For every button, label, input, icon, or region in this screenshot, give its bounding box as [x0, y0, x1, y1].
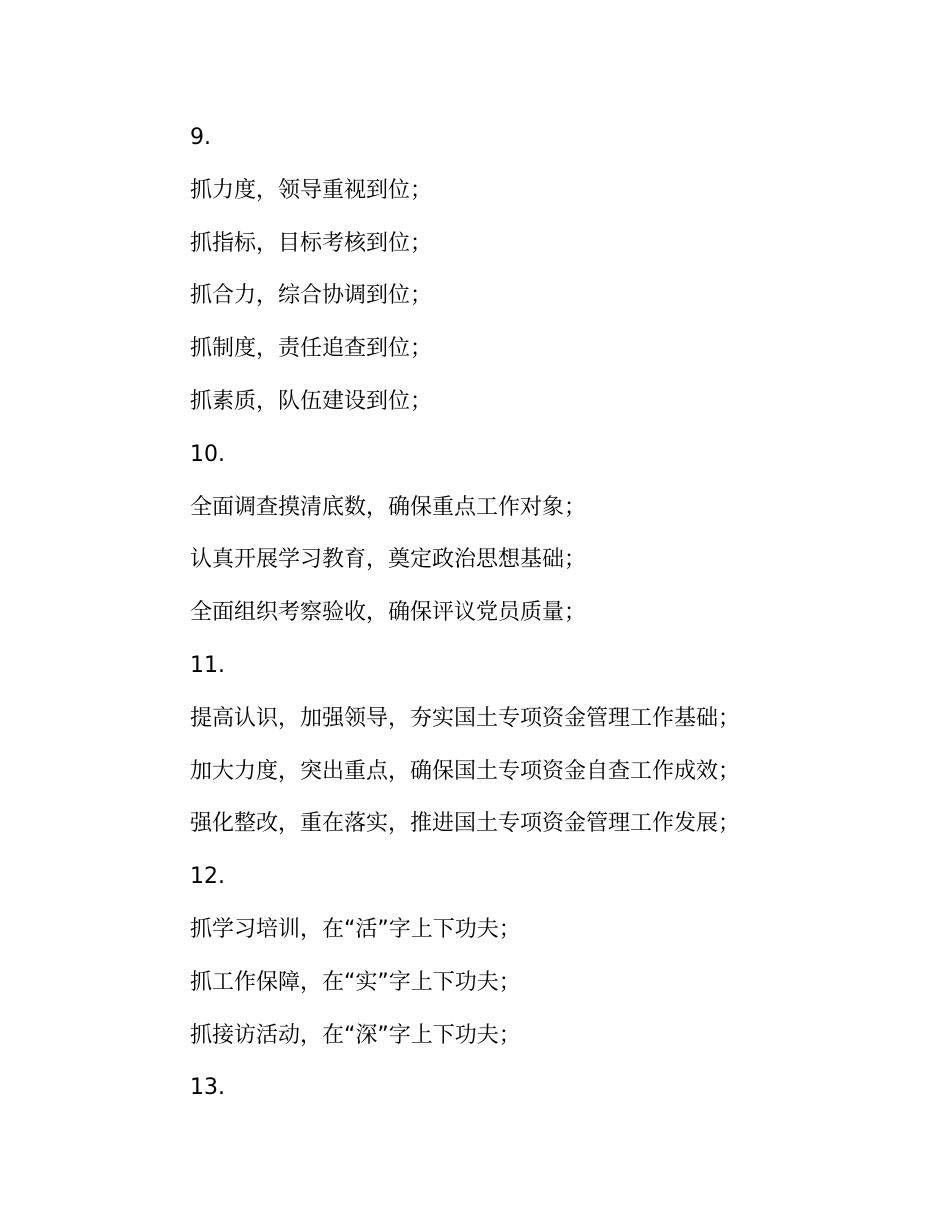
- section-number-13: 13.: [190, 1075, 225, 1101]
- list-item: 抓合力，综合协调到位；: [190, 283, 433, 309]
- list-item: 全面组织考察验收，确保评议党员质量；: [190, 600, 587, 626]
- list-item: 认真开展学习教育，奠定政治思想基础；: [190, 547, 587, 573]
- list-item: 提高认识，加强领导，夯实国土专项资金管理工作基础；: [190, 705, 741, 731]
- section-number-9: 9.: [190, 125, 211, 150]
- list-item: 加大力度，突出重点，确保国土专项资金自查工作成效；: [190, 758, 741, 784]
- list-item: 抓接访活动，在“深”字上下功夫；: [190, 1022, 521, 1048]
- document-body: [190, 112, 890, 1115]
- list-item: 全面调查摸清底数，确保重点工作对象；: [190, 494, 587, 520]
- section-number-12: 12.: [190, 864, 225, 890]
- section-number-10: 10.: [190, 441, 225, 467]
- list-item: 抓工作保障，在“实”字上下功夫；: [190, 969, 521, 995]
- list-item: 抓学习培训，在“活”字上下功夫；: [190, 916, 521, 942]
- list-item: 抓力度，领导重视到位；: [190, 177, 433, 203]
- list-item: 抓制度，责任追查到位；: [190, 336, 433, 362]
- list-item: 抓指标，目标考核到位；: [190, 230, 433, 256]
- section-number-11: 11.: [190, 652, 225, 678]
- list-item: 抓素质，队伍建设到位；: [190, 388, 433, 414]
- list-item: 强化整改，重在落实，推进国土专项资金管理工作发展；: [190, 811, 741, 837]
